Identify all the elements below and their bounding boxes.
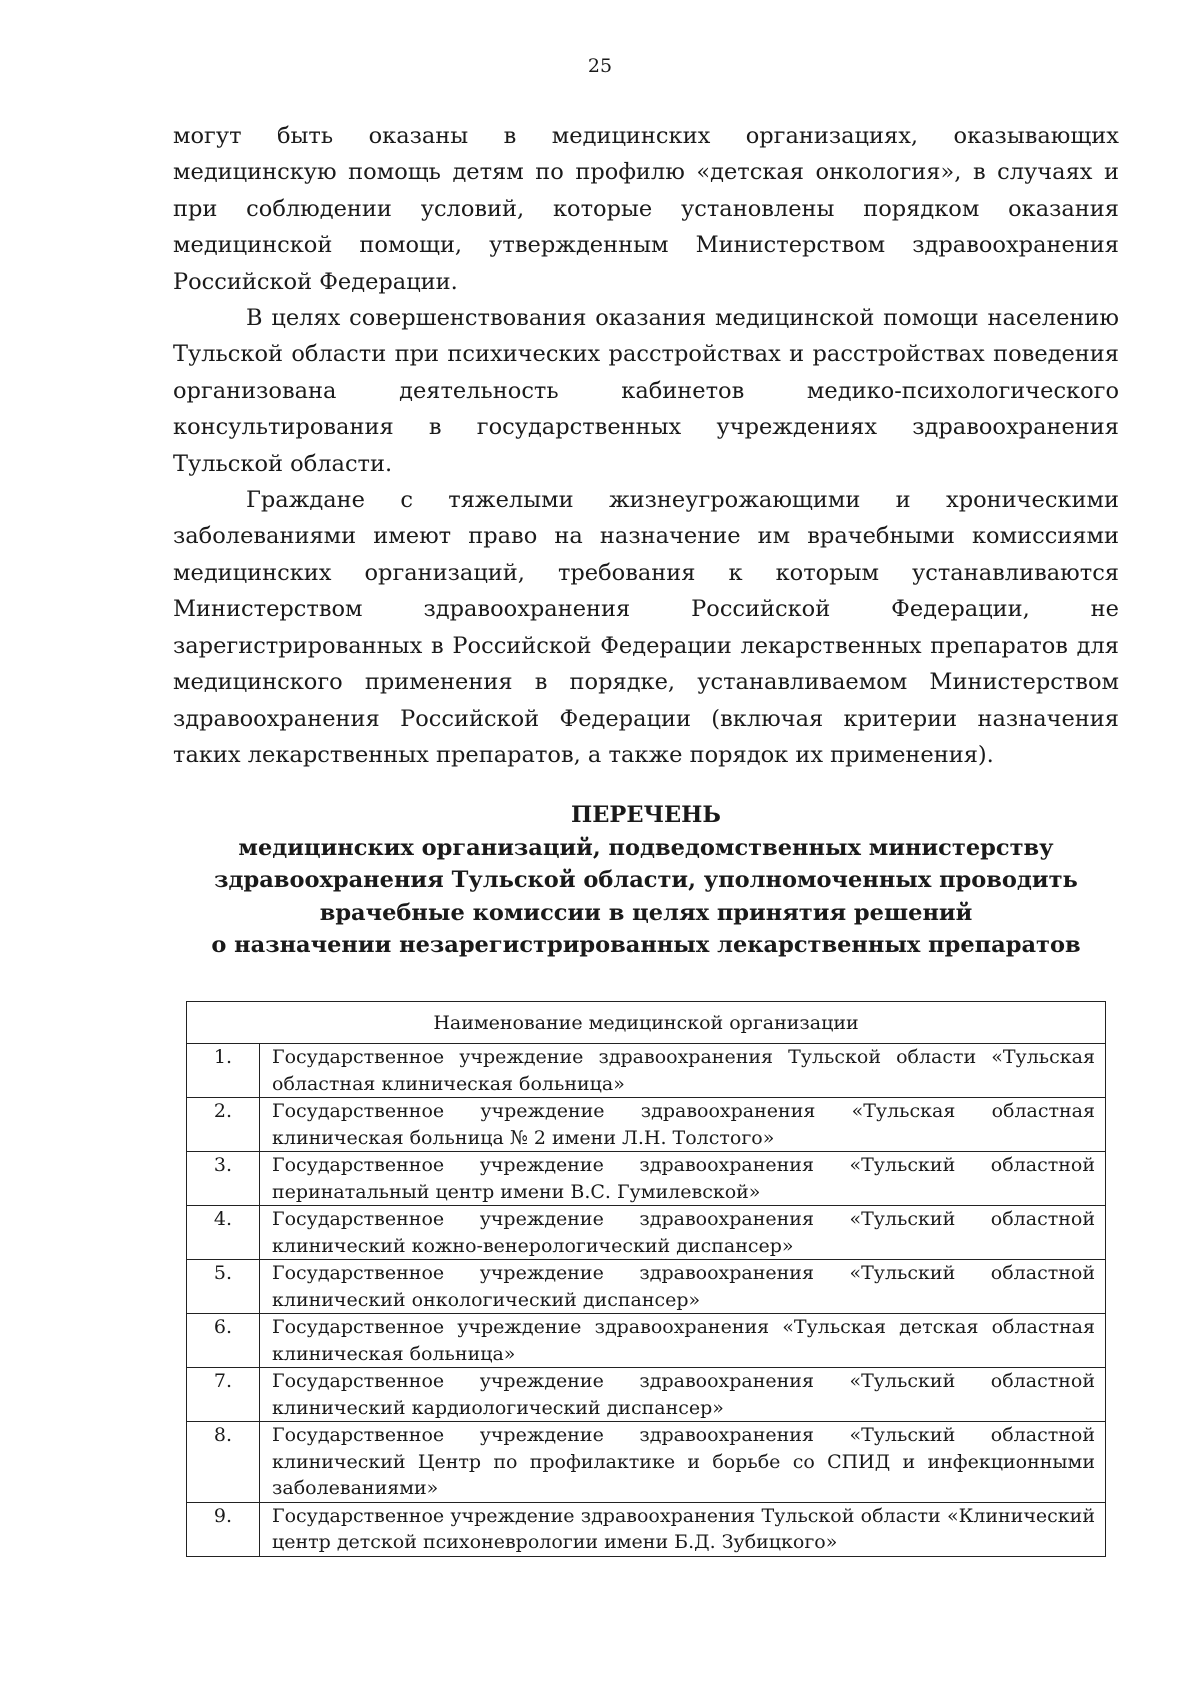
table-row bbox=[187, 1422, 1106, 1503]
table-header-row bbox=[187, 1002, 1106, 1044]
organization-name: Государственное учреждение здравоохранения «Тульская областная клиническая больница № 2 имени Л.Н. Толстого» bbox=[260, 1098, 1106, 1152]
table-header: Наименование медицинской организации bbox=[187, 1002, 1106, 1044]
table-row bbox=[187, 1098, 1106, 1152]
organization-name: Государственное учреждение здравоохранения Тульской области «Клинический центр детской психоневрологии имени Б.Д. Зубицкого» bbox=[260, 1502, 1106, 1556]
paragraph-2: В целях совершенствования оказания медицинской помощи населению Тульской области при психических расстройствах и расстройствах поведения организована деятельность кабинетов медико-психологического консультирования в государственных учреждениях здравоохранения Тульской области. bbox=[173, 305, 1119, 477]
row-number: 9. bbox=[187, 1502, 260, 1556]
page-number: 25 bbox=[587, 55, 613, 77]
table-row bbox=[187, 1260, 1106, 1314]
heading-line: о назначении незарегистрированных лекарственных препаратов bbox=[211, 932, 1081, 958]
body-text bbox=[173, 118, 1119, 773]
row-number: 3. bbox=[187, 1152, 260, 1206]
table-row bbox=[187, 1314, 1106, 1368]
organization-name: Государственное учреждение здравоохранения «Тульский областной клинический кожно-венерологический диспансер» bbox=[260, 1206, 1106, 1260]
organizations-table bbox=[186, 1001, 1106, 1557]
organization-name: Государственное учреждение здравоохранения «Тульская детская областная клиническая больница» bbox=[260, 1314, 1106, 1368]
paragraph-3: Граждане с тяжелыми жизнеугрожающими и хроническими заболеваниями имеют право на назначение им врачебными комиссиями медицинских организаций, требования к которым устанавливаются Министерством здравоохранения Российской Федерации, не зарегистрированных в Российской Федерации лекарственных препаратов для медицинского применения в порядке, устанавливаемом Министерством здравоохранения Российской Федерации (включая критерии назначения таких лекарственных препаратов, а также порядок их применения). bbox=[173, 487, 1119, 768]
organization-name: Государственное учреждение здравоохранения «Тульский областной перинатальный центр имени В.С. Гумилевской» bbox=[260, 1152, 1106, 1206]
heading-line: врачебные комиссии в целях принятия решений bbox=[319, 899, 973, 926]
table-row bbox=[187, 1206, 1106, 1260]
organization-name: Государственное учреждение здравоохранения «Тульский областной клинический кардиологический диспансер» bbox=[260, 1368, 1106, 1422]
table-row bbox=[187, 1368, 1106, 1422]
table-row bbox=[187, 1152, 1106, 1206]
row-number: 7. bbox=[187, 1368, 260, 1422]
row-number: 6. bbox=[187, 1314, 260, 1368]
heading-title: ПЕРЕЧЕНЬ bbox=[571, 802, 721, 828]
table-row bbox=[187, 1044, 1106, 1098]
list-heading bbox=[173, 799, 1119, 962]
table-row bbox=[187, 1502, 1106, 1556]
row-number: 4. bbox=[187, 1206, 260, 1260]
row-number: 1. bbox=[187, 1044, 260, 1098]
organization-name: Государственное учреждение здравоохранения «Тульский областной клинический Центр по профилактике и борьбе со СПИД и инфекционными заболеваниями» bbox=[260, 1422, 1106, 1503]
paragraph-1: могут быть оказаны в медицинских организациях, оказывающих медицинскую помощь детям по профилю «детская онкология», в случаях и при соблюдении условий, которые установлены порядком оказания медицинской помощи, утвержденным Министерством здравоохранения Российской Федерации. bbox=[173, 123, 1119, 295]
row-number: 5. bbox=[187, 1260, 260, 1314]
organization-name: Государственное учреждение здравоохранения «Тульский областной клинический онкологический диспансер» bbox=[260, 1260, 1106, 1314]
heading-line: медицинских организаций, подведомственных министерству bbox=[238, 834, 1054, 861]
heading-line: здравоохранения Тульской области, уполномоченных проводить bbox=[214, 867, 1078, 893]
organization-name: Государственное учреждение здравоохранения Тульской области «Тульская областная клиническая больница» bbox=[260, 1044, 1106, 1098]
row-number: 8. bbox=[187, 1422, 260, 1503]
row-number: 2. bbox=[187, 1098, 260, 1152]
